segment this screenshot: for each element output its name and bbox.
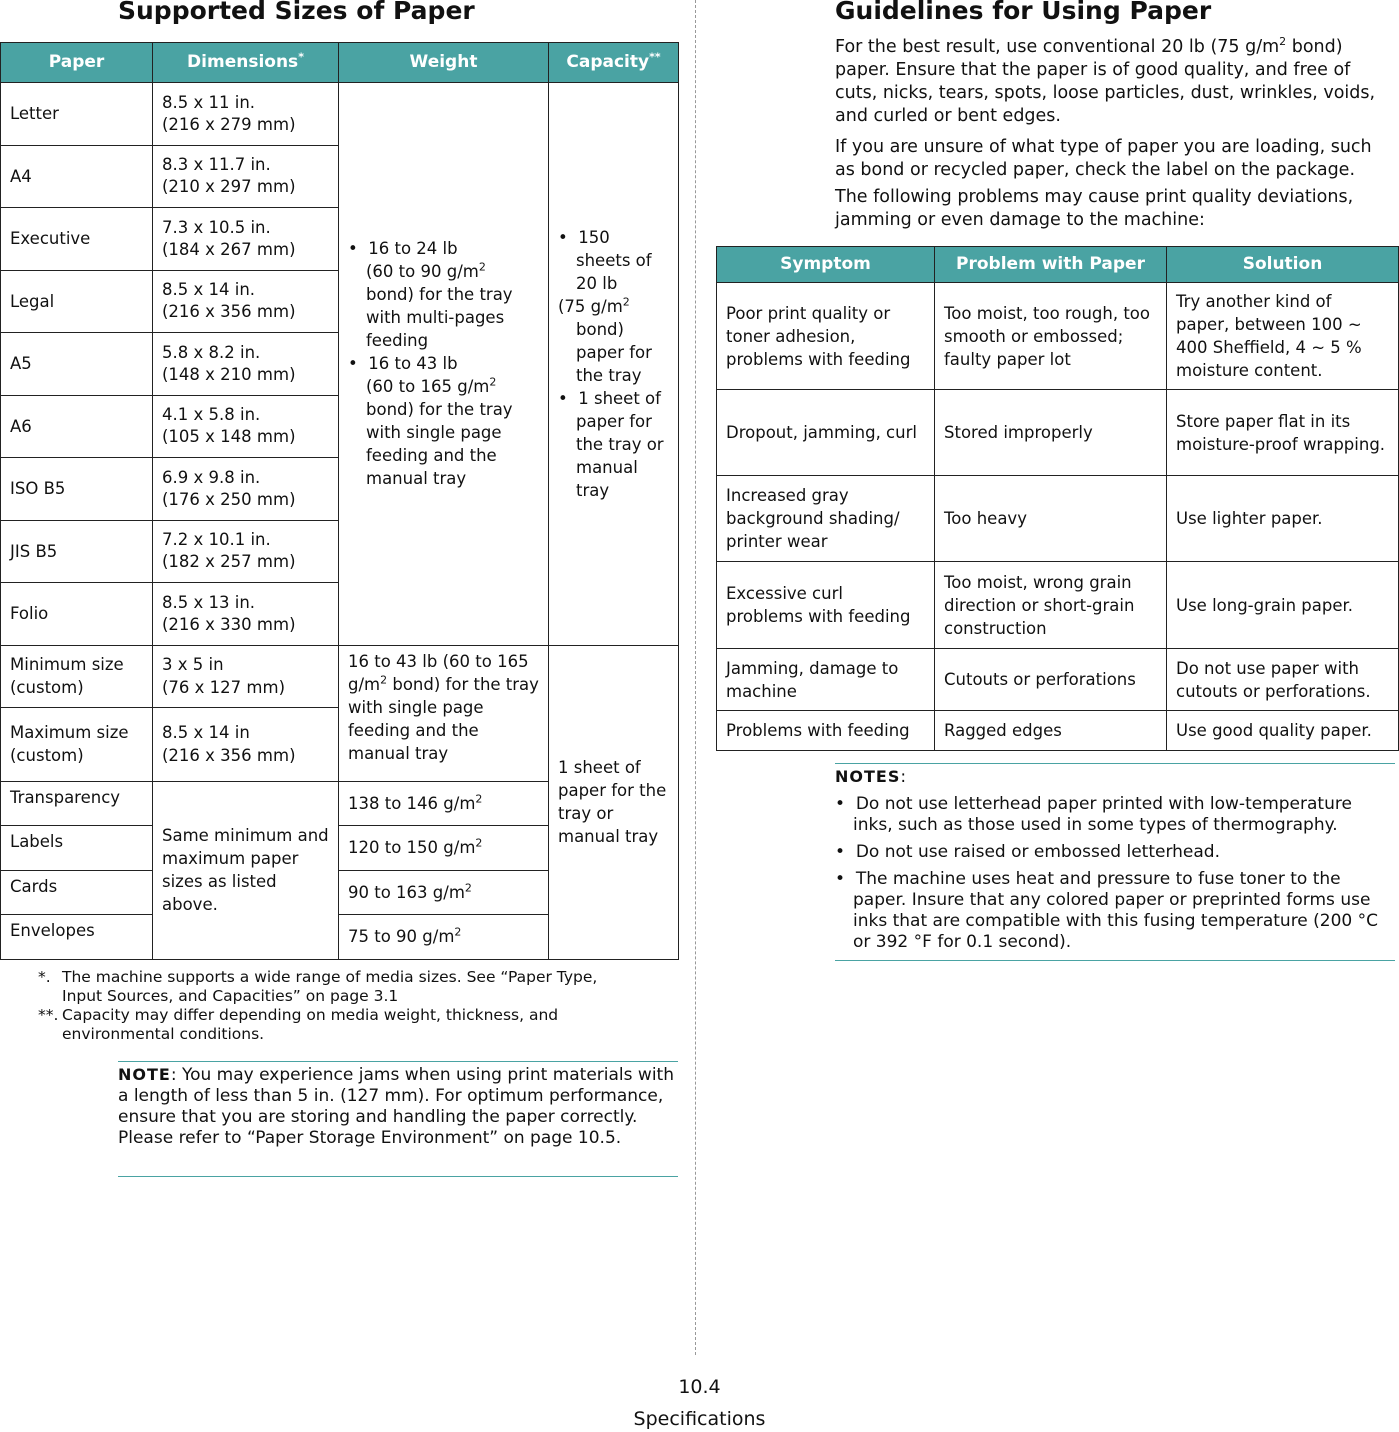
dimension-mm: (210 x 297 mm) bbox=[162, 177, 296, 197]
guide-header-row bbox=[717, 247, 1399, 283]
dimension-inches: 8.5 x 11 in. bbox=[162, 92, 256, 112]
standard-capacity: • 150 sheets of 20 lb (75 $g/m^2$ bond) paper for the tray • 1 sheet of paper for the tray or manual tray bbox=[549, 83, 679, 646]
table-header-row bbox=[1, 43, 679, 83]
cell-symptom: Increased gray background shading/ printer wear bbox=[717, 476, 935, 562]
special-weight: 75 to 90 $g/m^2$ bbox=[339, 915, 549, 960]
footnote-1: *. The machine supports a wide range of media sizes. See “Paper Type, Input Sources, and Capacities” on page 3.1 bbox=[38, 968, 598, 1005]
dimension-inches: 8.3 x 11.7 in. bbox=[162, 155, 271, 175]
dimension-mm: (182 x 257 mm) bbox=[162, 552, 296, 572]
dimension-mm: (184 x 267 mm) bbox=[162, 239, 296, 259]
cell-symptom: Problems with feeding bbox=[717, 711, 935, 751]
paper-name: A4 bbox=[1, 145, 153, 208]
intro-paragraph: For the best result, use conventional 20 lb (75 $g/m^2$ bond) paper. Ensure that the paper is of good quality, and free of cuts, nicks, tears, spots, loose particles, dust, wrinkles, voids, and curled or bent edges. bbox=[835, 35, 1376, 126]
paper-dimensions bbox=[153, 270, 339, 333]
paper-dimensions: 8.5 x 14 in (216 x 356 mm) bbox=[153, 707, 339, 781]
paper-name: Labels bbox=[1, 826, 153, 871]
paper-name: Envelopes bbox=[1, 915, 153, 960]
table-row bbox=[717, 390, 1399, 476]
dimension-mm: (176 x 250 mm) bbox=[162, 489, 296, 509]
table-row bbox=[717, 283, 1399, 390]
notes-bottom-rule bbox=[835, 960, 1395, 961]
paper-name: Executive bbox=[1, 208, 153, 271]
header-problem: Problem with Paper bbox=[935, 247, 1167, 283]
notes-list bbox=[835, 794, 1395, 953]
cell-solution: Use long-grain paper. bbox=[1167, 562, 1399, 649]
paper-sizes-table bbox=[0, 42, 679, 960]
section-name: Specifications bbox=[633, 1408, 766, 1430]
paper-dimensions bbox=[153, 458, 339, 521]
paper-name: A6 bbox=[1, 395, 153, 458]
special-weight: 90 to 163 $g/m^2$ bbox=[339, 870, 549, 915]
cell-problem: Too heavy bbox=[935, 476, 1167, 562]
paper-name: JIS B5 bbox=[1, 520, 153, 583]
table-row bbox=[1, 645, 679, 707]
dimension-inches: 8.5 x 13 in. bbox=[162, 592, 256, 612]
paper-name: Letter bbox=[1, 83, 153, 146]
paper-name: Minimum size (custom) bbox=[1, 645, 153, 707]
cell-symptom: Dropout, jamming, curl bbox=[717, 390, 935, 476]
dimension-inches: 7.2 x 10.1 in. bbox=[162, 530, 271, 550]
custom-capacity: 1 sheet of paper for the tray or manual tray bbox=[549, 645, 679, 959]
dimension-inches: 7.3 x 10.5 in. bbox=[162, 217, 271, 237]
notes-block: NOTES: • Do not use letterhead paper printed with low-temperature inks, such as those used in some types of thermography. • Do not use raised or embossed letterhead. • The machine uses heat and pressure to fuse toner to the paper. Insure that any colored paper or preprinted forms use inks that are compatible with this fusing temperature (200 °C or 392 °F for 0.1 second). bbox=[835, 766, 1395, 959]
paper-guidelines-table bbox=[716, 246, 1399, 751]
list-item: • Do not use letterhead paper printed with low-temperature inks, such as those used in some types of thermography. bbox=[835, 794, 1352, 835]
table-row bbox=[717, 711, 1399, 751]
table-row bbox=[717, 649, 1399, 711]
paper-name: A5 bbox=[1, 333, 153, 396]
problems-paragraph: The following problems may cause print quality deviations, jamming or even damage to the machine: bbox=[835, 187, 1354, 230]
list-item: • Do not use raised or embossed letterhead. bbox=[835, 842, 1220, 862]
note-bottom-rule bbox=[118, 1176, 678, 1177]
header-weight: Weight bbox=[339, 43, 549, 83]
cell-solution: Try another kind of paper, between 100 ~ 400 Sheffield, 4 ~ 5 % moisture content. bbox=[1167, 283, 1399, 390]
paper-name: Maximum size (custom) bbox=[1, 707, 153, 781]
cell-problem: Too moist, too rough, too smooth or embossed; faulty paper lot bbox=[935, 283, 1167, 390]
cell-solution: Use good quality paper. bbox=[1167, 711, 1399, 751]
footnote-2: **. Capacity may differ depending on media weight, thickness, and environmental conditions. bbox=[38, 1006, 559, 1043]
dimension-mm: (216 x 356 mm) bbox=[162, 302, 296, 322]
cell-solution: Do not use paper with cutouts or perforations. bbox=[1167, 649, 1399, 711]
cell-solution: Store paper flat in its moisture-proof wrapping. bbox=[1167, 390, 1399, 476]
notes-top-rule bbox=[835, 763, 1395, 764]
left-title: Supported Sizes of Paper bbox=[118, 0, 475, 25]
note-label: NOTE bbox=[118, 1065, 171, 1084]
note-top-rule bbox=[118, 1061, 678, 1062]
dimension-mm: (216 x 279 mm) bbox=[162, 114, 296, 134]
cell-problem: Ragged edges bbox=[935, 711, 1167, 751]
cell-problem: Cutouts or perforations bbox=[935, 649, 1167, 711]
special-weight: 120 to 150 $g/m^2$ bbox=[339, 826, 549, 871]
paper-dimensions bbox=[153, 395, 339, 458]
dimension-inches: 4.1 x 5.8 in. bbox=[162, 405, 261, 425]
paper-name: Folio bbox=[1, 583, 153, 646]
paper-dimensions bbox=[153, 208, 339, 271]
footnotes bbox=[38, 968, 628, 1044]
dimension-inches: 6.9 x 9.8 in. bbox=[162, 467, 261, 487]
dimension-mm: (216 x 330 mm) bbox=[162, 614, 296, 634]
header-solution: Solution bbox=[1167, 247, 1399, 283]
special-weight: 138 to 146 $g/m^2$ bbox=[339, 781, 549, 826]
dimension-inches: 8.5 x 14 in. bbox=[162, 280, 256, 300]
cell-problem: Too moist, wrong grain direction or short-grain construction bbox=[935, 562, 1167, 649]
note-block bbox=[118, 1064, 678, 1149]
dimension-inches: 5.8 x 8.2 in. bbox=[162, 342, 261, 362]
paper-dimensions bbox=[153, 333, 339, 396]
header-paper: Paper bbox=[1, 43, 153, 83]
paper-name: Transparency bbox=[1, 781, 153, 826]
paper-dimensions bbox=[153, 83, 339, 146]
column-divider bbox=[695, 0, 696, 1355]
table-row bbox=[717, 476, 1399, 562]
unsure-paragraph: If you are unsure of what type of paper you are loading, such as bond or recycled paper, check the label on the package. bbox=[835, 137, 1372, 180]
paper-dimensions: 3 x 5 in (76 x 127 mm) bbox=[153, 645, 339, 707]
note-text: : You may experience jams when using print materials with a length of less than 5 in. (127 mm). For optimum performance, ensure that you are storing and handling the paper correctly. Please refer to “Paper Storage Environment” on page 10.5. bbox=[118, 1065, 674, 1148]
custom-weight: 16 to 43 lb (60 to 165 $g/m^2$ bond) for the tray with single page feeding and the manual tray bbox=[339, 645, 549, 781]
cell-symptom: Excessive curl problems with feeding bbox=[717, 562, 935, 649]
paper-name: Legal bbox=[1, 270, 153, 333]
right-title: Guidelines for Using Paper bbox=[835, 0, 1212, 25]
dimension-mm: (105 x 148 mm) bbox=[162, 427, 296, 447]
table-row bbox=[717, 562, 1399, 649]
dimension-mm: (148 x 210 mm) bbox=[162, 364, 296, 384]
header-symptom: Symptom bbox=[717, 247, 935, 283]
notes-label: NOTES bbox=[835, 767, 901, 786]
cell-solution: Use lighter paper. bbox=[1167, 476, 1399, 562]
cell-problem: Stored improperly bbox=[935, 390, 1167, 476]
special-dimensions: Same minimum and maximum paper sizes as listed above. bbox=[153, 781, 339, 959]
table-row bbox=[1, 83, 679, 146]
paper-dimensions bbox=[153, 520, 339, 583]
list-item: • The machine uses heat and pressure to fuse toner to the paper. Insure that any colored paper or preprinted forms use inks that are compatible with this fusing temperature (200 °C or 392 °F for 0.1 second). bbox=[835, 869, 1379, 952]
header-capacity: Capacity** bbox=[549, 43, 679, 83]
page-number: 10.4 bbox=[678, 1376, 721, 1398]
cell-symptom: Poor print quality or toner adhesion, problems with feeding bbox=[717, 283, 935, 390]
paper-name: ISO B5 bbox=[1, 458, 153, 521]
paper-name: Cards bbox=[1, 870, 153, 915]
paper-dimensions bbox=[153, 583, 339, 646]
paper-dimensions bbox=[153, 145, 339, 208]
header-dimensions: Dimensions* bbox=[153, 43, 339, 83]
standard-weight: • 16 to 24 lb (60 to 90 $g/m^2$ bond) for the tray with multi-pages feeding • 16 to 43 lb (60 to 165 $g/m^2$ bond) for the tray with single page feeding and the manual tray bbox=[339, 83, 549, 646]
cell-symptom: Jamming, damage to machine bbox=[717, 649, 935, 711]
